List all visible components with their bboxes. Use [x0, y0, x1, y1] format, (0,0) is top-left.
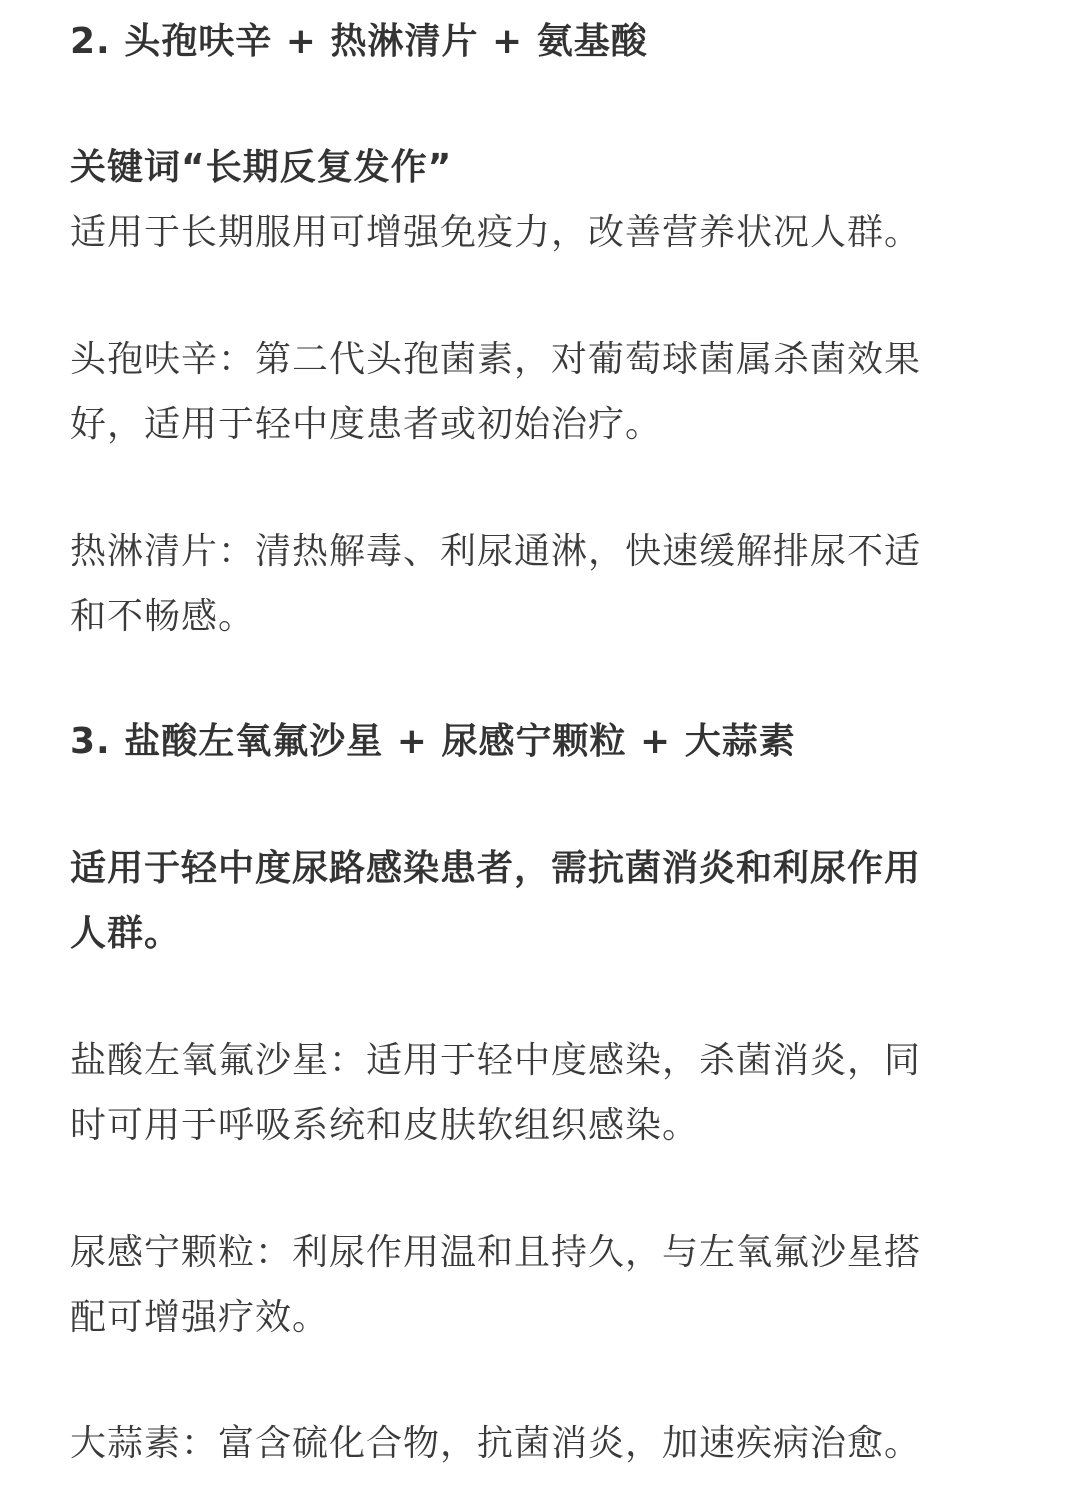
- item-cefuroxime-line1: 头孢呋辛：第二代头孢菌素，对葡萄球菌属杀菌效果: [70, 339, 922, 380]
- item-levofloxacin-line2: 时可用于呼吸系统和皮肤软组织感染。: [70, 1105, 700, 1146]
- section-2-keyword: 关键词“长期反复发作”: [70, 147, 453, 188]
- section-3-summary-line2: 人群。: [70, 913, 182, 954]
- item-relinqing-line1: 热淋清片：清热解毒、利尿通淋，快速缓解排尿不适: [70, 531, 922, 572]
- item-niaoganning-line1: 尿感宁颗粒：利尿作用温和且持久，与左氧氟沙星搭: [70, 1232, 922, 1273]
- section-2-heading: 2. 头孢呋辛 + 热淋清片 + 氨基酸: [70, 21, 648, 62]
- item-cefuroxime-line2: 好，适用于轻中度患者或初始治疗。: [70, 404, 663, 445]
- item-allicin-line1: 大蒜素：富含硫化合物，抗菌消炎，加速疾病治愈。: [70, 1423, 922, 1464]
- item-niaoganning-line2: 配可增强疗效。: [70, 1297, 330, 1338]
- section-2-intro: 适用于长期服用可增强免疫力，改善营养状况人群。: [70, 212, 922, 253]
- item-relinqing-line2: 和不畅感。: [70, 596, 256, 637]
- item-levofloxacin-line1: 盐酸左氧氟沙星：适用于轻中度感染，杀菌消炎，同: [70, 1040, 922, 1081]
- section-3-summary-line1: 适用于轻中度尿路感染患者，需抗菌消炎和利尿作用: [70, 848, 922, 889]
- section-3-heading: 3. 盐酸左氧氟沙星 + 尿感宁颗粒 + 大蒜素: [70, 721, 796, 762]
